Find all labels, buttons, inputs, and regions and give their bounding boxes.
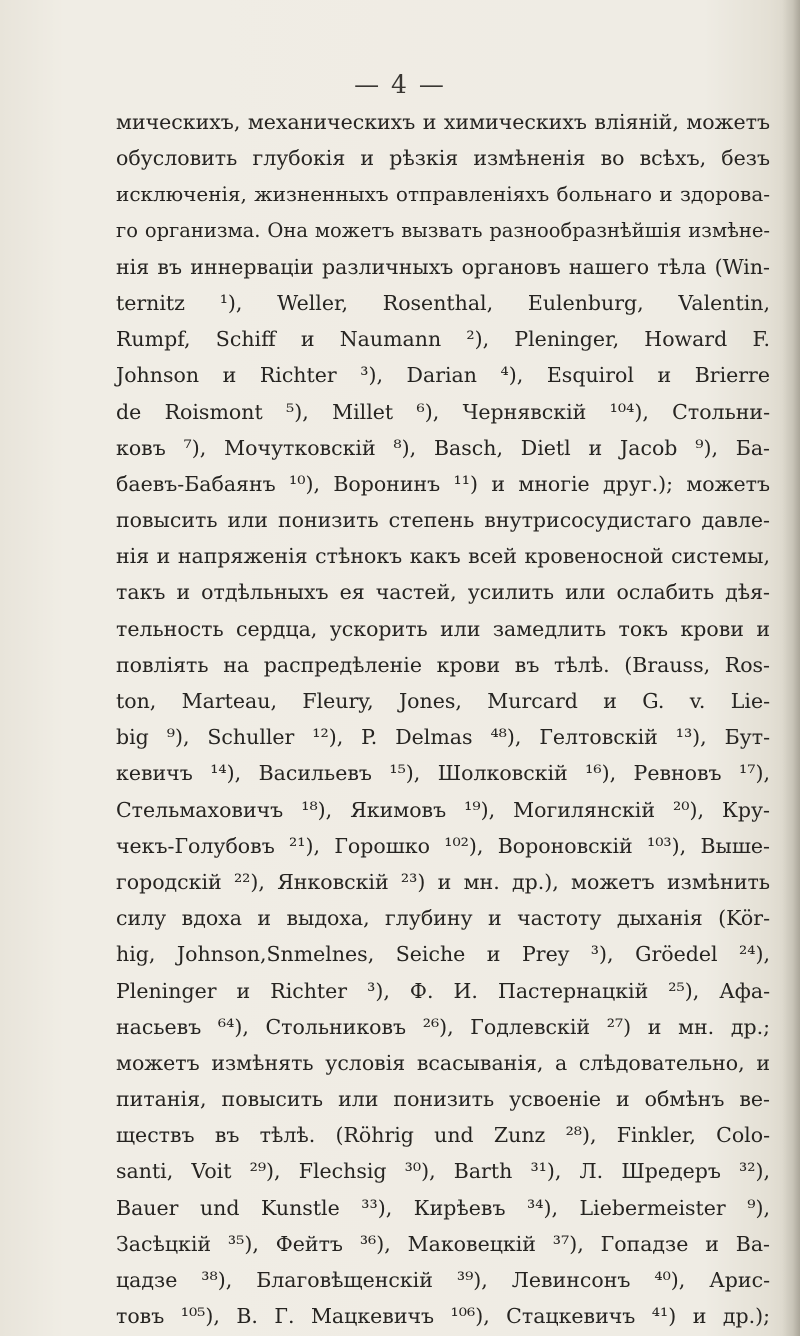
text-line: de Roismont ⁵), Millet ⁶), Чернявскій ¹⁰⁴), Стольни- <box>116 399 770 424</box>
text-line: чекъ-Голубовъ ²¹), Горошко ¹⁰²), Вороновскій ¹⁰³), Выше- <box>116 833 770 858</box>
text-line: можетъ измѣнять условія всасыванія, а слѣдовательно, и <box>116 1050 770 1075</box>
text-line: ternitz ¹), Weller, Rosenthal, Eulenburg, Valentin, <box>116 290 770 315</box>
text-line: питанія, повысить или понизить усвоеніе и обмѣнъ ве- <box>116 1087 770 1112</box>
text-line: Johnson и Richter ³), Darian ⁴), Esquirol и Brierre <box>116 363 770 388</box>
text-line: нія и напряженія стѣнокъ какъ всей кровеносной системы, <box>116 544 770 569</box>
text-line: Засѣцкій ³⁵), Фейтъ ³⁶), Маковецкій ³⁷), Гопадзе и Ва- <box>116 1231 770 1256</box>
text-line: ковъ ⁷), Мочутковскій ⁸), Basch, Dietl и Jacob ⁹), Ба- <box>116 435 770 460</box>
page-number: — 4 — <box>354 70 446 99</box>
text-line: мическихъ, механическихъ и химическихъ вліяній, можетъ <box>116 110 770 134</box>
text-line: нія въ иннерваціи различныхъ органовъ нашего тѣла (Win- <box>116 254 770 279</box>
body-text <box>116 104 770 1334</box>
text-line: hig, Johnson,Snmelnes, Seiche и Prey ³), Gröedel ²⁴), <box>116 942 770 967</box>
text-line: Pleninger и Richter ³), Ф. И. Пастернацкій ²⁵), Афа- <box>116 978 770 1003</box>
text-line: big ⁹), Schuller ¹²), P. Delmas ⁴⁸), Гелтовскій ¹³), Бут- <box>116 725 770 750</box>
text-line: Стельмаховичъ ¹⁸), Якимовъ ¹⁹), Могилянскій ²⁰), Кру- <box>116 797 770 822</box>
text-line: такъ и отдѣльныхъ ея частей, усилить или ослабить дѣя- <box>116 580 770 605</box>
text-line: ществъ въ тѣлѣ. (Röhrig und Zunz ²⁸), Finkler, Colo- <box>116 1123 770 1148</box>
text-line: обусловить глубокія и рѣзкія измѣненія во всѣхъ, безъ <box>116 146 770 171</box>
text-line: Rumpf, Schiff и Naumann ²), Pleninger, Howard F. <box>116 327 770 352</box>
text-line: силу вдоха и выдоха, глубину и частоту дыханія (Kör- <box>116 906 770 931</box>
text-line: товъ ¹⁰⁵), В. Г. Мацкевичъ ¹⁰⁶), Стацкевичъ ⁴¹) и др.); <box>116 1304 770 1329</box>
text-line: повысить или понизить степень внутрисосудистаго давле- <box>116 508 770 533</box>
page-edge-shadow <box>782 0 800 1336</box>
text-line: городскій ²²), Янковскій ²³) и мн. др.), можетъ измѣнить <box>116 869 770 894</box>
text-line: го организма. Она можетъ вызвать разнообразнѣйшія измѣне- <box>116 218 770 242</box>
text-line: santi, Voit ²⁹), Flechsig ³⁰), Barth ³¹), Л. Шредеръ ³²), <box>116 1159 770 1184</box>
text-line: кевичъ ¹⁴), Васильевъ ¹⁵), Шолковскій ¹⁶), Ревновъ ¹⁷), <box>116 761 770 786</box>
text-line: Bauer und Kunstle ³³), Кирѣевъ ³⁴), Liebermeister ⁹), <box>116 1195 770 1220</box>
text-line: баевъ-Бабаянъ ¹⁰), Воронинъ ¹¹) и многіе друг.); можетъ <box>116 471 770 496</box>
text-line: тельность сердца, ускорить или замедлить токъ крови и <box>116 616 770 641</box>
text-line: повліять на распредѣленіе крови въ тѣлѣ. (Brauss, Ros- <box>116 652 770 677</box>
text-line: ton, Marteau, Fleury, Jones, Murcard и G. v. Lie- <box>116 689 770 713</box>
text-line: исключенія, жизненныхъ отправленіяхъ больнаго и здорова- <box>116 182 770 207</box>
text-line: цадзе ³⁸), Благовѣщенскій ³⁹), Левинсонъ ⁴⁰), Арис- <box>116 1268 770 1292</box>
text-line: насьевъ ⁶⁴), Стольниковъ ²⁶), Годлевскій ²⁷) и мн. др.; <box>116 1014 770 1039</box>
